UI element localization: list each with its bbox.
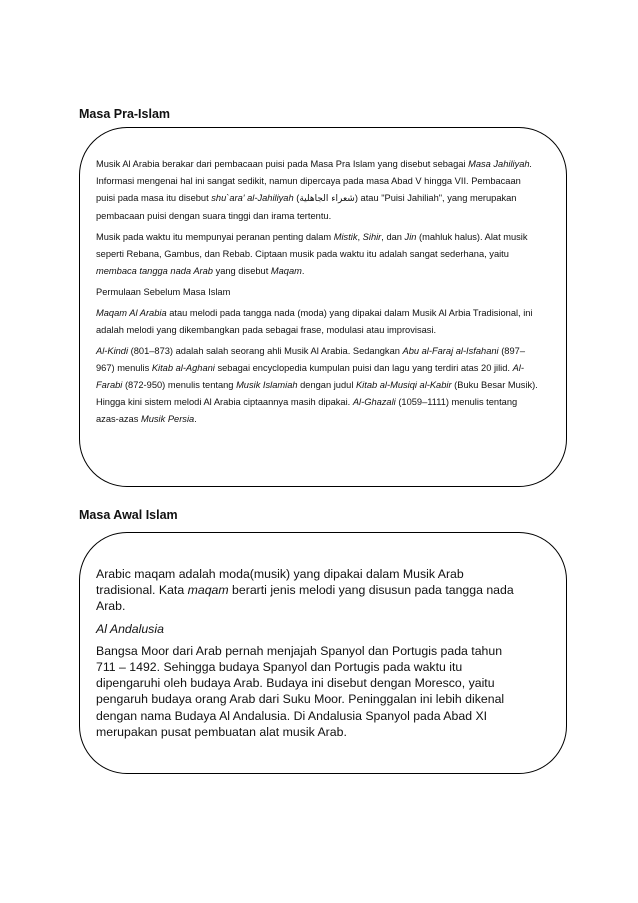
text: Musik pada waktu itu mempunyai peranan penting dalam bbox=[96, 232, 334, 242]
term: Maqam bbox=[270, 266, 302, 276]
text: (mahluk halus). Alat musik seperti Rebana, Gambus, dan Rebab. Ciptaan musik pada waktu itu adalah sangat sederhana, yaitu bbox=[96, 232, 528, 259]
paragraph-jahiliyah bbox=[96, 156, 540, 225]
term: maqam bbox=[187, 583, 229, 598]
text: , bbox=[357, 232, 363, 242]
term: Jin bbox=[404, 232, 417, 242]
text: ) atau "Puisi Jahiliah", yang merupakan pembacaan puisi dengan suara tinggi dan irama tertentu. bbox=[96, 193, 517, 221]
term: Musik Islamiah bbox=[236, 380, 298, 390]
awal-islam-content bbox=[96, 566, 516, 746]
paragraph-moor: Bangsa Moor dari Arab pernah menjajah Spanyol dan Portugis pada tahun 711 – 1492. Sehingga budaya Spanyol dan Portugis pada waktu itu dipengaruhi oleh budaya Arab. Budaya ini disebut dengan Moresco, yaitu pengaruh budaya orang Arab dari Suku Moor. Peninggalan ini lebih dikenal dengan nama Budaya Al Andalusia. Di Andalusia Spanyol pada Abad XI merupakan pusat pembuatan alat musik Arab. bbox=[96, 643, 505, 739]
paragraph-tokoh bbox=[96, 343, 540, 428]
term: Al-Kindi bbox=[96, 346, 129, 356]
text: berarti jenis melodi yang disusun pada tangga nada Arab. bbox=[96, 583, 514, 614]
text: (1059–1111) menulis tentang azas-azas bbox=[96, 397, 518, 424]
subheading-text: Al Andalusia bbox=[96, 621, 164, 636]
pra-islam-content bbox=[96, 156, 540, 432]
paragraph-mistik bbox=[96, 229, 540, 280]
term: Abu al-Faraj al-Isfahani bbox=[402, 346, 499, 356]
text: yang disebut bbox=[212, 266, 271, 276]
term: Kitab al-Aghani bbox=[151, 363, 215, 373]
text: Informasi mengenai hal ini sangat sedikit, namun dipercaya pada masa Abad V hingga VII. Pembacaan puisi pada masa itu disebut bbox=[96, 176, 521, 203]
text: . bbox=[194, 414, 197, 424]
text: (872-950) menulis tentang bbox=[122, 380, 237, 390]
text: (897–967) menulis bbox=[96, 346, 525, 373]
term: Masa Jahiliyah. bbox=[468, 159, 533, 169]
paragraph-permulaan: Permulaan Sebelum Masa Islam bbox=[96, 287, 231, 297]
term: Al-Ghazali bbox=[352, 397, 396, 407]
term: Al-Farabi bbox=[96, 363, 524, 390]
paragraph-maqam bbox=[96, 305, 540, 339]
text: sebagai encyclopedia kumpulan puisi dan lagu yang terdiri atas 20 jilid. bbox=[214, 363, 513, 373]
arabic-text: شعراء الجاهلية bbox=[299, 194, 355, 204]
section-heading-pra-islam: Masa Pra-Islam bbox=[79, 107, 171, 121]
text: . bbox=[301, 266, 305, 276]
term: Sihir bbox=[362, 232, 382, 242]
term: Musik Persia bbox=[140, 414, 195, 424]
text: Musik Al Arabia berakar dari pembacaan puisi pada Masa Pra Islam yang disebut sebagai bbox=[96, 159, 469, 169]
term: Kitab al-Musiqi al-Kabir bbox=[355, 380, 452, 390]
text: , dan bbox=[381, 232, 405, 242]
text: Arabic maqam adalah moda(musik) yang dipakai dalam Musik Arab tradisional. Kata bbox=[96, 567, 464, 598]
paragraph-arabic-maqam bbox=[96, 566, 516, 615]
subheading-al-andalusia bbox=[96, 621, 516, 637]
text: dengan judul bbox=[297, 380, 356, 390]
text: (Buku Besar Musik). Hingga kini sistem melodi Al Arabia ciptaannya masih dipakai. bbox=[96, 380, 538, 407]
term: membaca tangga nada Arab bbox=[96, 266, 213, 276]
text: ( bbox=[293, 193, 300, 203]
text: (801–873) adalah salah seorang ahli Musik Al Arabia. Sedangkan bbox=[128, 346, 403, 356]
term: Maqam Al Arabia bbox=[96, 308, 167, 318]
term: Mistik bbox=[333, 232, 358, 242]
section-heading-awal-islam: Masa Awal Islam bbox=[79, 508, 178, 522]
text: atau melodi pada tangga nada (moda) yang dipakai dalam Musik Al Arbia Tradisional, ini adalah melodi yang dikembangkan pada sebagai frase, modulasi atau improvisasi. bbox=[96, 308, 533, 335]
term: shu`ara' al-Jahiliyah bbox=[211, 193, 294, 203]
